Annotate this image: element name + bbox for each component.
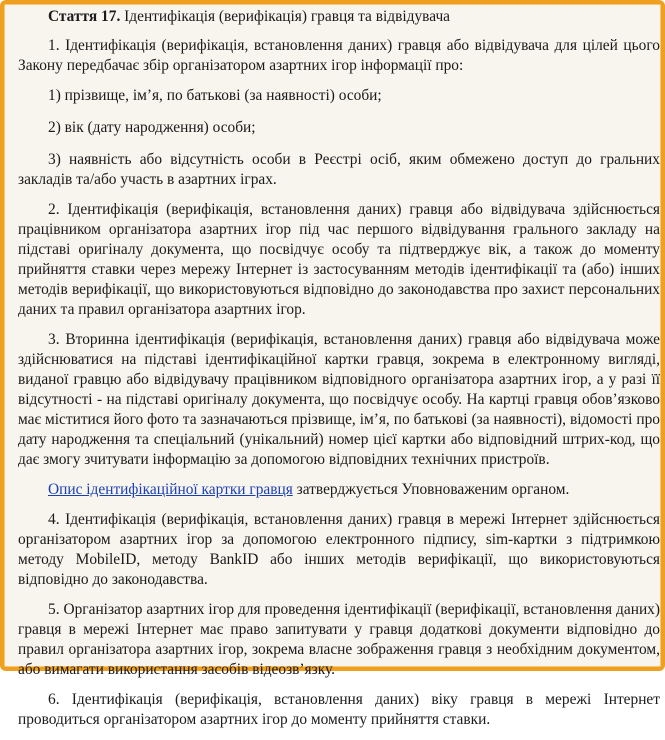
link-paragraph <box>18 480 660 500</box>
paragraph-6: 6. Ідентифікація (верифікація, встановлення даних) віку гравця в мережі Інтернет проводиться організатором азартних ігор до моменту прийняття ставки. <box>18 691 660 728</box>
list-item-1: 1) прізвище, ім’я, по батькові (за наявності) особи; <box>48 87 382 104</box>
article-number: Стаття 17. <box>48 8 121 25</box>
list-item-3: 3) наявність або відсутність особи в Реєстрі осіб, яким обмежено доступ до гральних закладів та/або участь в азартних іграх. <box>18 151 660 188</box>
document-body <box>18 6 660 740</box>
list-item-2: 2) вік (дату народження) особи; <box>48 119 256 136</box>
paragraph-5: 5. Організатор азартних ігор для проведення ідентифікації (верифікації, встановлення даних) гравця в мережі Інтернет має право запитувати у гравця додаткові документи відповідно до правил організатора азартних ігор, зокрема власне зображення гравця з необхідним документом, або вимагати використання засобів відеозв’язку. <box>18 601 660 678</box>
link-paragraph-tail: затверджується Уповноваженим органом. <box>292 481 570 498</box>
article-heading <box>48 6 660 28</box>
article-title: Ідентифікація (верифікація) гравця та відвідувача <box>124 8 451 25</box>
paragraph-3: 3. Вторинна ідентифікація (верифікація, встановлення даних) гравця або відвідувача може здійснюватися на підставі ідентифікаційної картки гравця, зокрема в електронному вигляді, виданої гравцю або відвідувачу працівником відповідного організатора азартних ігор, а у разі її відсутності - на підставі оригіналу документа, що посвідчує особу. На картці гравця обов’язково має міститися його фото та зазначаються прізвище, ім’я, по батькові (за наявності), відомості про дату народження та спеціальний (унікальний) номер цієї картки або відповідний штрих-код, що дає змогу зчитувати інформацію за допомогою відповідних технічних пристроїв. <box>18 331 660 468</box>
paragraph-2: 2. Ідентифікація (верифікація, встановлення даних) гравця або відвідувача здійснюється працівником організатора азартних ігор під час першого відвідування грального закладу на підставі оригіналу документа, що посвідчує особу та підтверджує вік, а також до моменту прийняття ставки через мережу Інтернет із застосуванням методів ідентифікації та (або) інших методів верифікації, що використовуються відповідно до законодавства про захист персональних даних та правил організатора азартних ігор. <box>18 201 660 318</box>
player-card-description-link[interactable]: Опис ідентифікаційної картки гравця <box>48 481 293 498</box>
paragraph-1: 1. Ідентифікація (верифікація, встановлення даних) гравця або відвідувача для цілей цього Закону передбачає збір організатором азартних ігор інформації про: <box>18 37 660 74</box>
paragraph-4: 4. Ідентифікація (верифікація, встановлення даних) гравця в мережі Інтернет здійснюється організатором азартних ігор за допомогою електронного підпису, sim-картки з підтримкою методу MobileID, методу BankID або інших методів верифікації, що використовуються відповідно до законодавства. <box>18 511 660 588</box>
